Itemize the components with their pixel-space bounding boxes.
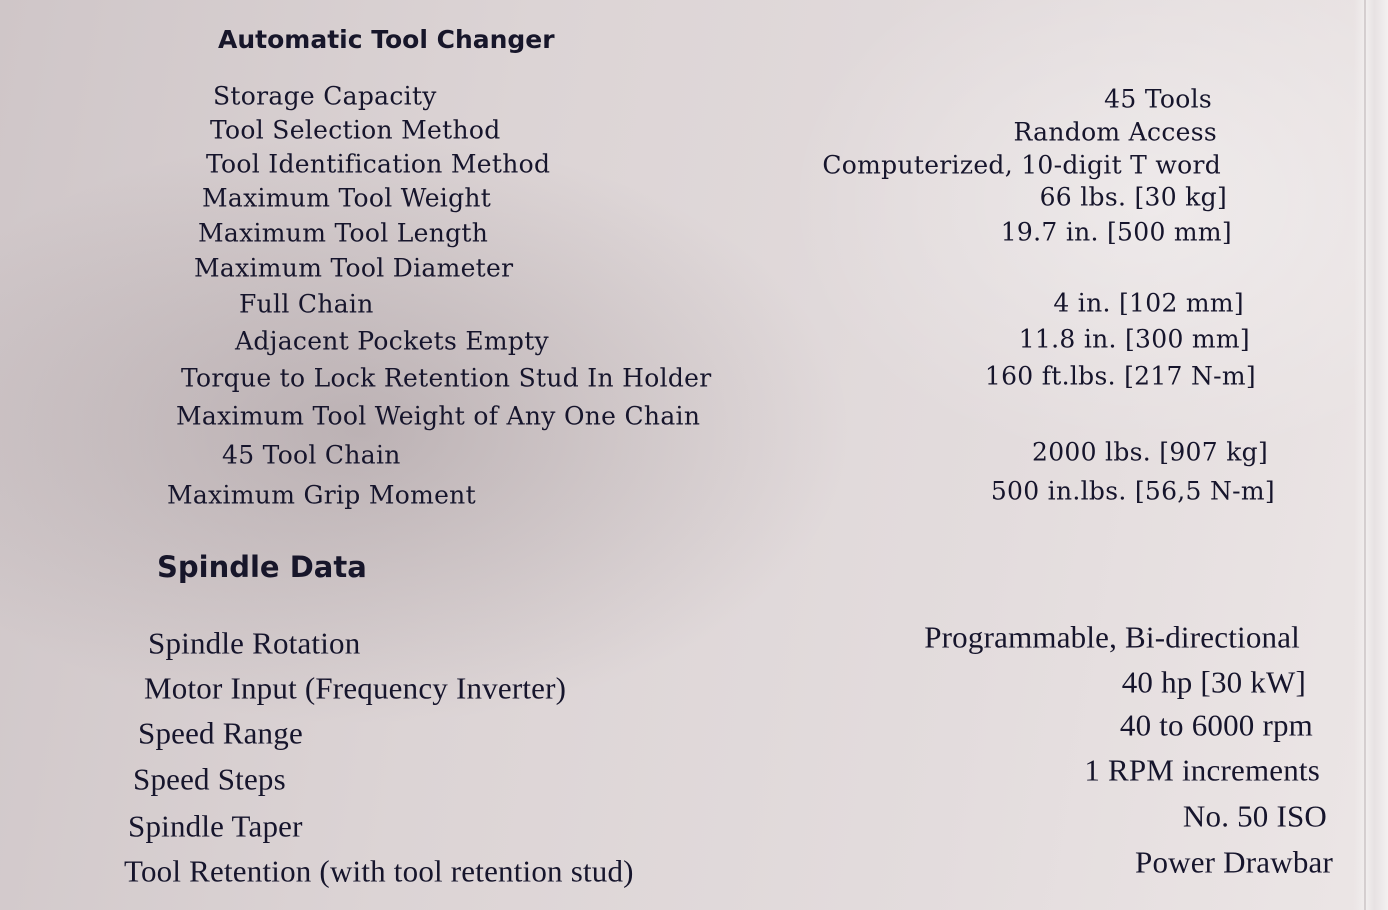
spec-value: 1 RPM increments bbox=[1084, 752, 1320, 788]
spec-value: 11.8 in. [300 mm] bbox=[1018, 324, 1250, 354]
page-edge-line bbox=[1364, 0, 1366, 910]
spec-label: Maximum Tool Diameter bbox=[194, 253, 514, 283]
spec-label: Spindle Taper bbox=[128, 808, 303, 844]
spec-label: Maximum Tool Length bbox=[198, 218, 489, 248]
spec-label: Tool Selection Method bbox=[210, 115, 501, 145]
spec-label: Speed Range bbox=[138, 715, 303, 751]
spec-value: 45 Tools bbox=[1104, 84, 1212, 114]
spec-value: 2000 lbs. [907 kg] bbox=[1031, 437, 1268, 467]
spec-value: 500 in.lbs. [56,5 N-m] bbox=[990, 476, 1275, 506]
spec-label: Motor Input (Frequency Inverter) bbox=[144, 670, 567, 706]
spec-value: Programmable, Bi-directional bbox=[924, 619, 1300, 655]
spec-label: Maximum Tool Weight bbox=[202, 183, 492, 213]
spec-label: Storage Capacity bbox=[213, 81, 437, 111]
spec-label: Maximum Grip Moment bbox=[167, 480, 476, 510]
spec-value: Random Access bbox=[1013, 117, 1217, 147]
spec-value: 66 lbs. [30 kg] bbox=[1039, 182, 1227, 212]
spec-label: Torque to Lock Retention Stud In Holder bbox=[181, 363, 712, 393]
spec-label: Maximum Tool Weight of Any One Chain bbox=[176, 401, 701, 431]
spec-label: Adjacent Pockets Empty bbox=[235, 326, 549, 356]
section-heading-tool-changer: Automatic Tool Changer bbox=[218, 25, 555, 54]
spec-value: 40 to 6000 rpm bbox=[1119, 707, 1313, 743]
spec-value: Power Drawbar bbox=[1135, 844, 1333, 880]
spec-label: Spindle Rotation bbox=[148, 625, 361, 661]
spec-label: Speed Steps bbox=[133, 761, 286, 797]
spec-value: 160 ft.lbs. [217 N-m] bbox=[984, 361, 1256, 391]
spec-value: No. 50 ISO bbox=[1182, 798, 1327, 834]
spec-label: 45 Tool Chain bbox=[222, 440, 401, 470]
spec-value: Computerized, 10-digit T word bbox=[822, 150, 1221, 180]
spec-value: 4 in. [102 mm] bbox=[1053, 288, 1244, 318]
spec-label: Full Chain bbox=[239, 289, 374, 319]
spec-label: Tool Identification Method bbox=[206, 149, 551, 179]
page-edge bbox=[1354, 0, 1388, 910]
spec-value: 19.7 in. [500 mm] bbox=[1000, 217, 1232, 247]
section-heading-spindle-data: Spindle Data bbox=[157, 550, 367, 584]
spec-label: Tool Retention (with tool retention stud) bbox=[124, 853, 634, 889]
spec-value: 40 hp [30 kW] bbox=[1121, 664, 1306, 700]
